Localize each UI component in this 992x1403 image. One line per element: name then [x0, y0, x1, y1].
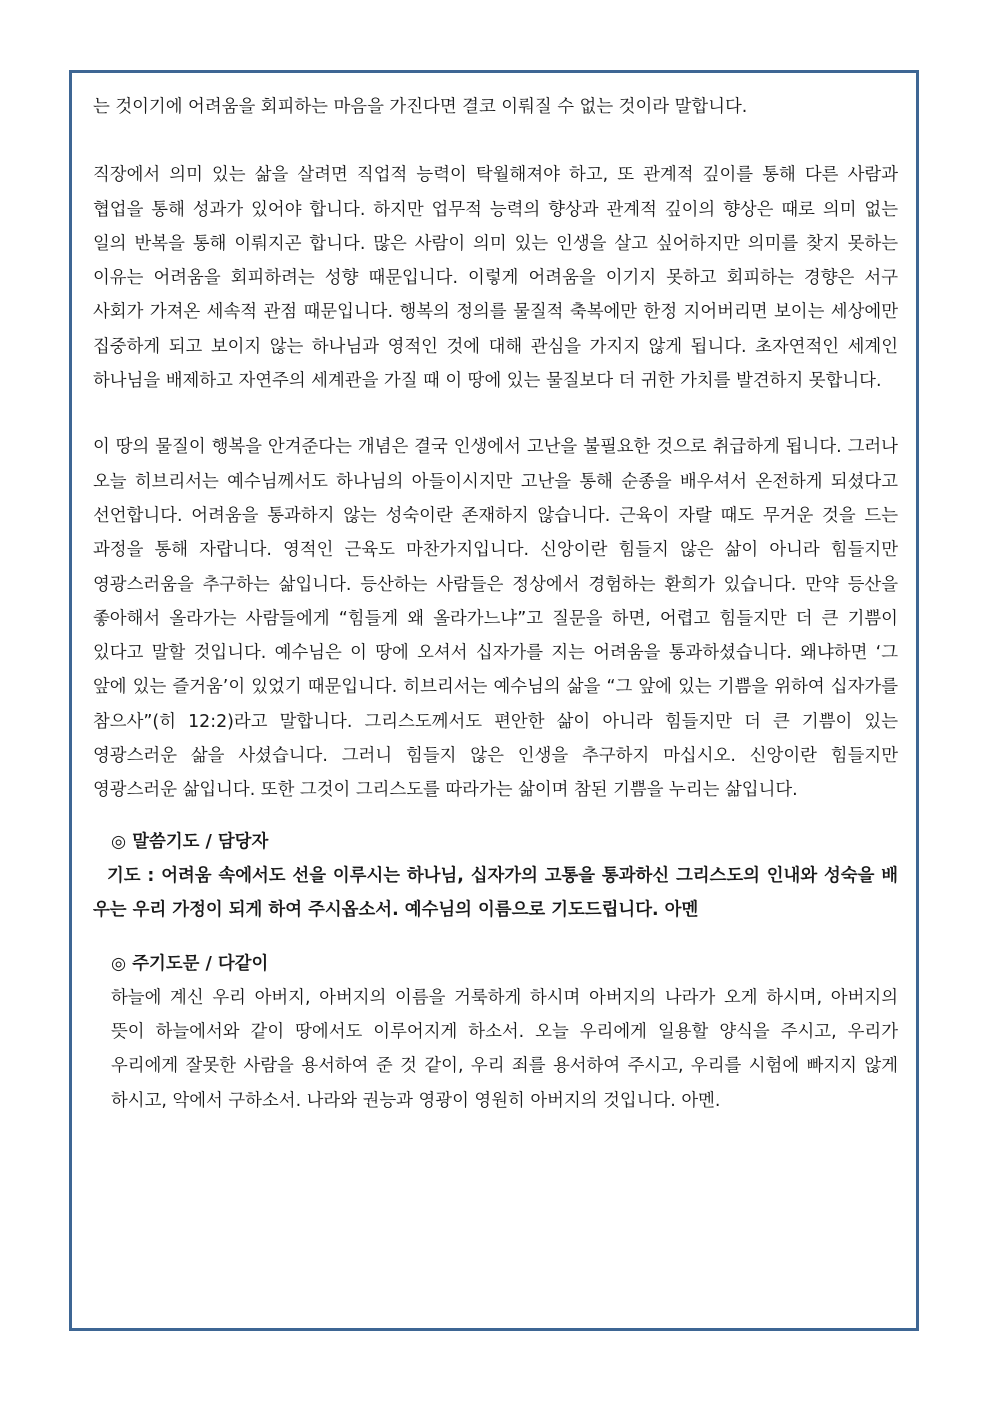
prayer-text-body: 기도 : 어려움 속에서도 선을 이루시는 하나님, 십자가의 고통을 통과하신 그리스도의 인내와 성숙을 배우는 우리 가정이 되게 하여 주시옵소서. 예수님의 이름으로 기도드립니다. 아멘: [93, 865, 898, 920]
paragraph-suffering-joy: 이 땅의 물질이 행복을 안겨준다는 개념은 결국 인생에서 고난을 불필요한 것으로 취급하게 됩니다. 그러나 오늘 히브리서는 예수님께서도 하나님의 아들이시지만 고난을 통해 순종을 배우셔서 온전하게 되셨다고 선언합니다. 어려움을 통과하지 않는 성숙이란 존재하지 않습니다. 근육이 자랄 때도 무거운 것을 드는 과정을 통해 자랍니다. 영적인 근육도 마찬가지입니다. 신앙이란 힘들지 않은 삶이 아니라 힘들지만 영광스러움을 추구하는 삶입니다. 등산하는 사람들은 정상에서 경험하는 환희가 있습니다. 만약 등산을 좋아해서 올라가는 사람들에게 “힘들게 왜 올라가느냐”고 질문을 하면, 어렵고 힘들지만 더 큰 기쁨이 있다고 말할 것입니다. 예수님은 이 땅에 오셔서 십자가를 지는 어려움을 통과하셨습니다. 왜냐하면 ‘그 앞에 있는 즐거움’이 있었기 때문입니다. 히브리서는 예수님의 삶을 “그 앞에 있는 기쁨을 위하여 십자가를 참으사”(히 12:2)라고 말합니다. 그리스도께서도 편안한 삶이 아니라 힘들지만 더 큰 기쁨이 있는 영광스러운 삶을 사셨습니다. 그러니 힘들지 않은 인생을 추구하지 마십시오. 신앙이란 힘들지만 영광스러운 삶입니다. 또한 그것이 그리스도를 따라가는 삶이며 참된 기쁨을 누리는 삶입니다.: [93, 437, 898, 801]
paragraph-workplace-meaning: 직장에서 의미 있는 삶을 살려면 직업적 능력이 탁월해져야 하고, 또 관계적 깊이를 통해 다른 사람과 협업을 통해 성과가 있어야 합니다. 하지만 업무적 능력의 향상과 관계적 깊이의 향상은 때로 의미 없는 일의 반복을 통해 이뤄지곤 합니다. 많은 사람이 의미 있는 인생을 살고 싶어하지만 의미를 찾지 못하는 이유는 어려움을 회피하려는 성향 때문입니다. 이렇게 어려움을 이기지 못하고 회피하는 경향은 서구 사회가 가져온 세속적 관점 때문입니다. 행복의 정의를 물질적 축복에만 한정 지어버리면 보이는 세상에만 집중하게 되고 보이지 않는 하나님과 영적인 것에 대해 관심을 가지지 않게 됩니다. 초자연적인 세계인 하나님을 배제하고 자연주의 세계관을 가질 때 이 땅에 있는 물질보다 더 귀한 가치를 발견하지 못합니다.: [93, 165, 898, 392]
lords-prayer-heading: ◎ 주기도문 / 다같이: [111, 953, 269, 974]
document-body: [93, 90, 898, 1118]
paragraph-continuation: 는 것이기에 어려움을 회피하는 마음을 가진다면 결코 이뤄질 수 없는 것이라 말합니다.: [93, 97, 748, 117]
prayer-text: [93, 859, 898, 927]
prayer-heading: ◎ 말씀기도 / 담당자: [111, 831, 269, 852]
lords-prayer-text: 하늘에 계신 우리 아버지, 아버지의 이름을 거룩하게 하시며 아버지의 나라가 오게 하시며, 아버지의 뜻이 하늘에서와 같이 땅에서도 이루어지게 하소서. 오늘 우리에게 일용할 양식을 주시고, 우리가 우리에게 잘못한 사람을 용서하여 준 것 같이, 우리 죄를 용서하여 주시고, 우리를 시험에 빠지지 않게 하시고, 악에서 구하소서. 나라와 권능과 영광이 영원히 아버지의 것입니다. 아멘.: [111, 987, 898, 1111]
